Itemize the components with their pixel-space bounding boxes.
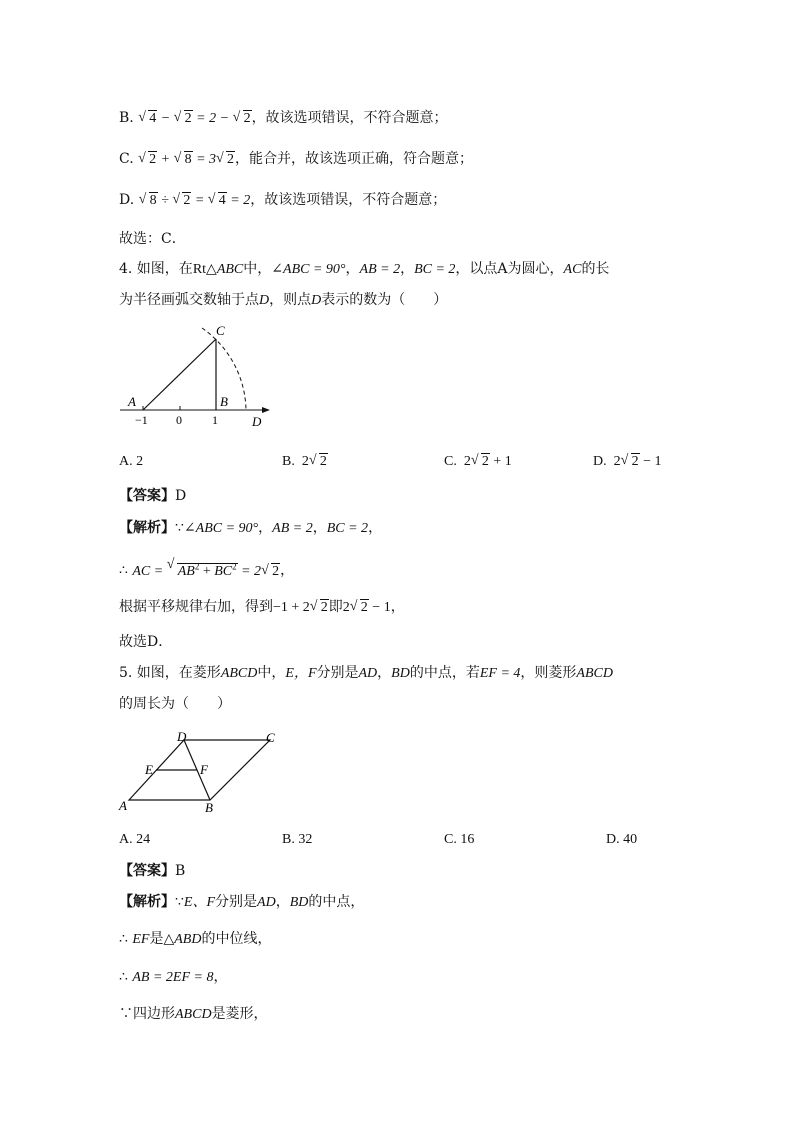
q5-analysis-line2: ∴ EF是△ABD的中位线，: [119, 931, 272, 947]
q5-option-a: A. 24: [119, 832, 151, 847]
label-c: C: [216, 323, 225, 338]
option-d-line: D. √ 8 ÷ √ 2 = √ 4 = 2，故该选项错误，不符合题意；: [119, 190, 446, 211]
q4-analysis-line2: ∴ AC = √ $AB^2 + BC^2 = 2√$ 2，: [119, 556, 294, 582]
q5-option-d: D. 40: [606, 832, 638, 847]
q5-figure: [116, 728, 286, 816]
label-e: E: [145, 762, 153, 777]
tick-label-neg1: −1: [135, 413, 148, 427]
q4-option-a: A. 2: [119, 454, 144, 469]
q4-choose: 故选D．: [119, 634, 173, 650]
label-d: D: [252, 414, 262, 429]
q5-answer: 【答案】B: [119, 863, 186, 879]
option-b-line: B. √ 4 − √ 2 = 2 − √ 2，故该选项错误，不符合题意；: [119, 108, 448, 129]
label-c: C: [266, 730, 275, 745]
axis-arrow-icon: [262, 407, 270, 413]
q4-figure: [116, 320, 286, 432]
q4-analysis-line3: 根据平移规律右加，得到−1 + 2√ 2即2√ 2 − 1，: [119, 597, 405, 618]
q4-stem-line1: 4. 如图，在Rt△ABC中，∠ABC = 90°，AB = 2，BC = 2，以点A为圆心，AC的长: [119, 261, 610, 277]
q4-answer: 【答案】D: [119, 488, 187, 504]
label-b: B: [205, 800, 213, 815]
tick-label-1: 1: [212, 413, 218, 427]
label-d: D: [177, 729, 187, 744]
option-c-formula: √ 2 + √ 8 = 3√ 2: [138, 152, 235, 167]
q5-analysis-line1: 【解析】∵E、F分别是AD，BD的中点，: [119, 894, 365, 910]
q5-option-c: C. 16: [444, 832, 475, 847]
label-a: A: [119, 798, 127, 813]
option-d-formula: √ 8 ÷ √ 2 = √ 4 = 2: [139, 193, 251, 208]
option-c-line: C. √ 2 + √ 8 = 3√ 2，能合并，故该选项正确，符合题意；: [119, 149, 473, 170]
q5-stem-line1: 5. 如图，在菱形ABCD中，E，F分别是AD，BD的中点，若EF = 4，则菱形ABCD: [119, 665, 613, 681]
q4-option-c: C. 2√ 2 + 1: [444, 452, 512, 472]
tick-label-0: 0: [176, 413, 182, 427]
q5-option-b: B. 32: [282, 832, 313, 847]
q4-analysis-line1: 【解析】∵∠ABC = 90°，AB = 2，BC = 2，: [119, 520, 383, 536]
q5-analysis-line4: ∵四边形ABCD是菱形，: [119, 1006, 268, 1022]
segment-ac: [143, 339, 216, 410]
q4-option-b: B. 2√ 2: [282, 452, 328, 472]
q4-stem-line2: 为半径画弧交数轴于点D，则点D表示的数为（ ）: [119, 292, 448, 308]
label-b: B: [220, 394, 228, 409]
label-f: F: [200, 762, 208, 777]
label-a: A: [128, 394, 136, 409]
q4-option-d: D. 2√ 2 − 1: [593, 452, 662, 472]
q5-stem-line2: 的周长为（ ）: [119, 696, 231, 712]
choose-c-text: 故选：C．: [119, 231, 186, 247]
q5-analysis-line3: ∴ AB = 2EF = 8，: [119, 969, 228, 985]
option-b-formula: √ 4 − √ 2 = 2 − √ 2: [138, 111, 251, 126]
